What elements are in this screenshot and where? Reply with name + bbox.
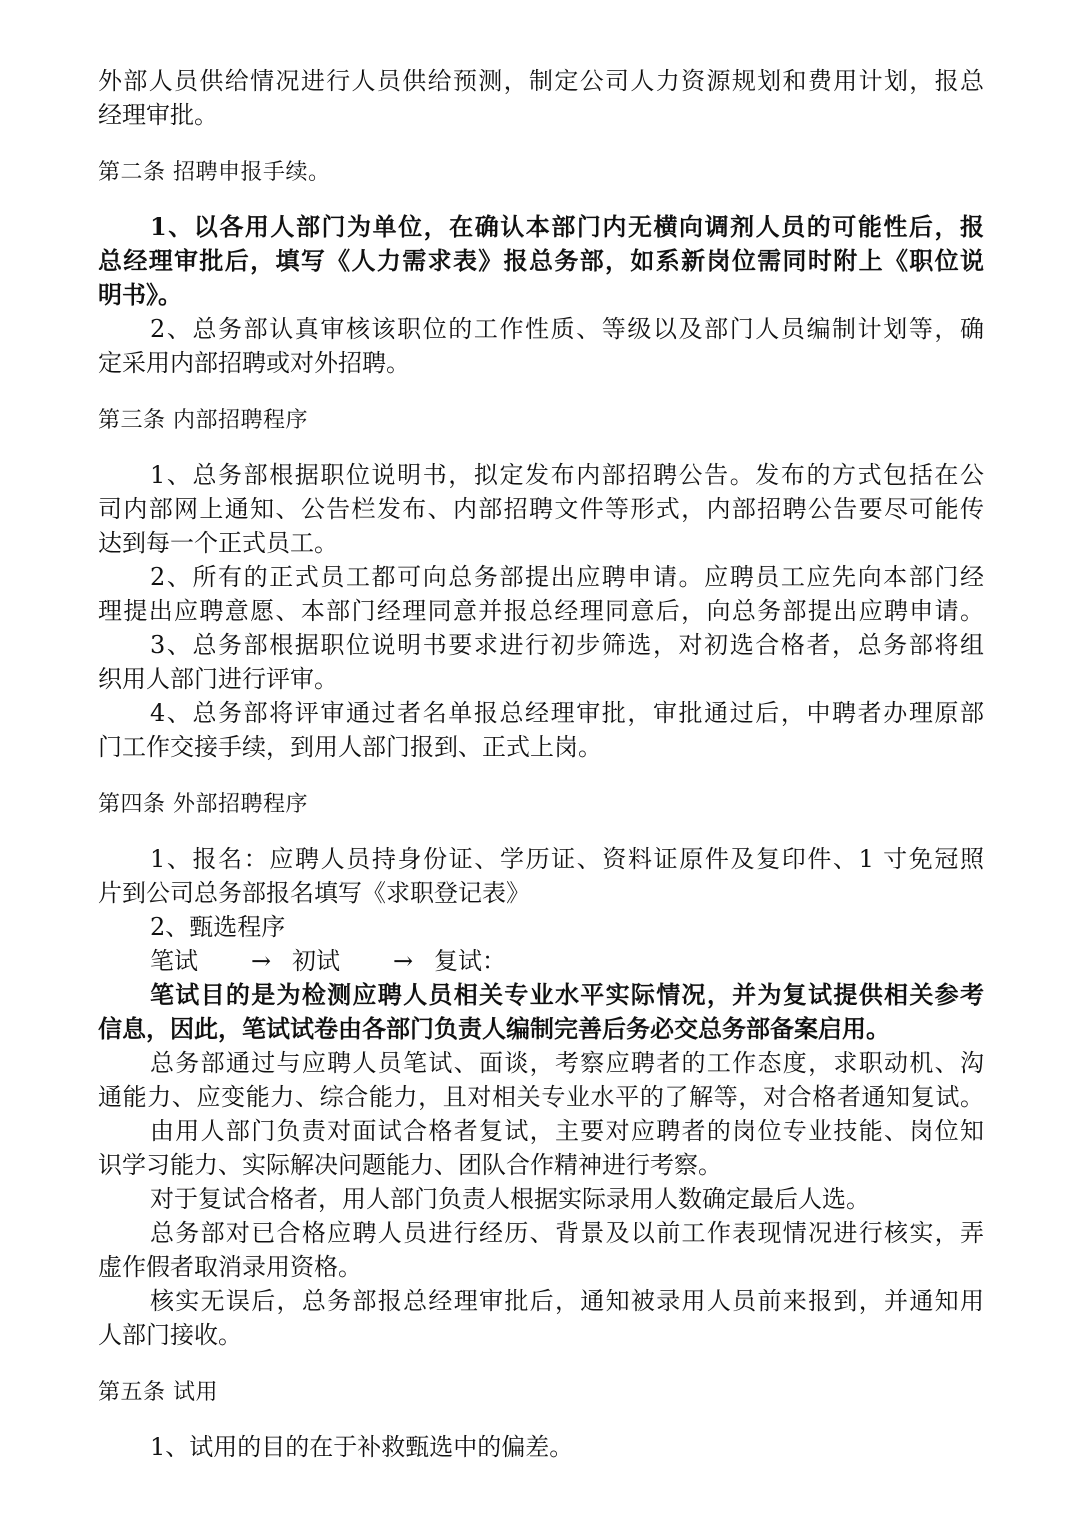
intro-line: 经理审批。: [98, 101, 218, 129]
article-4-paragraph-4: 由用人部门负责对面试合格者复试，主要对应聘者的岗位专业技能、岗位知: [150, 1117, 984, 1145]
flow-step-first-interview: 初试: [292, 947, 340, 975]
article-3-paragraph-3: 3、总务部根据职位说明书要求进行初步筛选，对初选合格者，总务部将组: [150, 631, 984, 659]
article-4-paragraph-1: 片到公司总务部报名填写《求职登记表》: [98, 879, 530, 907]
article-4-paragraph-1: 1、报名：应聘人员持身份证、学历证、资料证原件及复印件、1 寸免冠照: [150, 845, 984, 873]
article-2-paragraph-1: 明书》。: [98, 280, 182, 309]
selection-flow: [98, 944, 984, 978]
article-3-paragraph-2: 理提出应聘意愿、本部门经理同意并报总经理同意后，向总务部提出应聘申请。: [98, 597, 984, 625]
article-3-paragraph-1: 1、总务部根据职位说明书，拟定发布内部招聘公告。发布的方式包括在公: [150, 461, 984, 489]
written-test-purpose: 笔试目的是为检测应聘人员相关专业水平实际情况，并为复试提供相关参考: [150, 980, 984, 1009]
article-3-title: 第三条 内部招聘程序: [98, 408, 308, 433]
article-4-paragraph-3: 通能力、应变能力、综合能力，且对相关专业水平的了解等，对合格者通知复试。: [98, 1083, 984, 1111]
article-2-paragraph-1: 总经理审批后，填写《人力需求表》报总务部，如系新岗位需同时附上《职位说: [98, 246, 984, 275]
article-4-paragraph-6: 虚作假者取消录用资格。: [98, 1253, 362, 1281]
article-3-paragraph-1: 司内部网上通知、公告栏发布、内部招聘文件等形式，内部招聘公告要尽可能传: [98, 495, 984, 523]
article-3-paragraph-2: 2、所有的正式员工都可向总务部提出应聘申请。应聘员工应先向本部门经: [150, 563, 984, 591]
flow-step-second-interview: 复试：: [434, 947, 506, 975]
written-test-purpose: 信息，因此，笔试试卷由各部门负责人编制完善后务必交总务部备案启用。: [98, 1014, 890, 1043]
article-4-paragraph-3: 总务部通过与应聘人员笔试、面谈，考察应聘者的工作态度，求职动机、沟: [150, 1049, 984, 1077]
article-3-paragraph-3: 织用人部门进行评审。: [98, 665, 338, 693]
article-4-paragraph-6: 总务部对已合格应聘人员进行经历、背景及以前工作表现情况进行核实，弄: [150, 1219, 984, 1247]
article-3-paragraph-4: 4、总务部将评审通过者名单报总经理审批，审批通过后，中聘者办理原部: [150, 699, 984, 727]
article-3-paragraph-4: 门工作交接手续，到用人部门报到、正式上岗。: [98, 733, 602, 761]
article-2-paragraph-1: 1、以各用人部门为单位，在确认本部门内无横向调剂人员的可能性后，报: [150, 212, 984, 241]
article-4-paragraph-7: 人部门接收。: [98, 1321, 242, 1349]
article-4-paragraph-4: 识学习能力、实际解决问题能力、团队合作精神进行考察。: [98, 1151, 722, 1179]
arrow-right-icon: →: [250, 947, 272, 975]
flow-step-written-test: 笔试: [150, 947, 198, 975]
article-4-paragraph-5: 对于复试合格者，用人部门负责人根据实际录用人数确定最后人选。: [150, 1185, 870, 1213]
article-4-paragraph-2: 2、甄选程序: [150, 913, 286, 941]
article-2-paragraph-2: 定采用内部招聘或对外招聘。: [98, 349, 410, 377]
article-2-paragraph-2: 2、总务部认真审核该职位的工作性质、等级以及部门人员编制计划等，确: [150, 315, 984, 343]
article-5-title: 第五条 试用: [98, 1380, 218, 1405]
article-4-paragraph-7: 核实无误后，总务部报总经理审批后，通知被录用人员前来报到，并通知用: [150, 1287, 984, 1315]
article-4-title: 第四条 外部招聘程序: [98, 792, 308, 817]
article-3-paragraph-1: 达到每一个正式员工。: [98, 529, 338, 557]
intro-line: 外部人员供给情况进行人员供给预测，制定公司人力资源规划和费用计划，报总: [98, 67, 984, 95]
article-5-paragraph-1: 1、试用的目的在于补救甄选中的偏差。: [150, 1433, 574, 1461]
arrow-right-icon: →: [392, 947, 414, 975]
article-2-title: 第二条 招聘申报手续。: [98, 160, 331, 185]
